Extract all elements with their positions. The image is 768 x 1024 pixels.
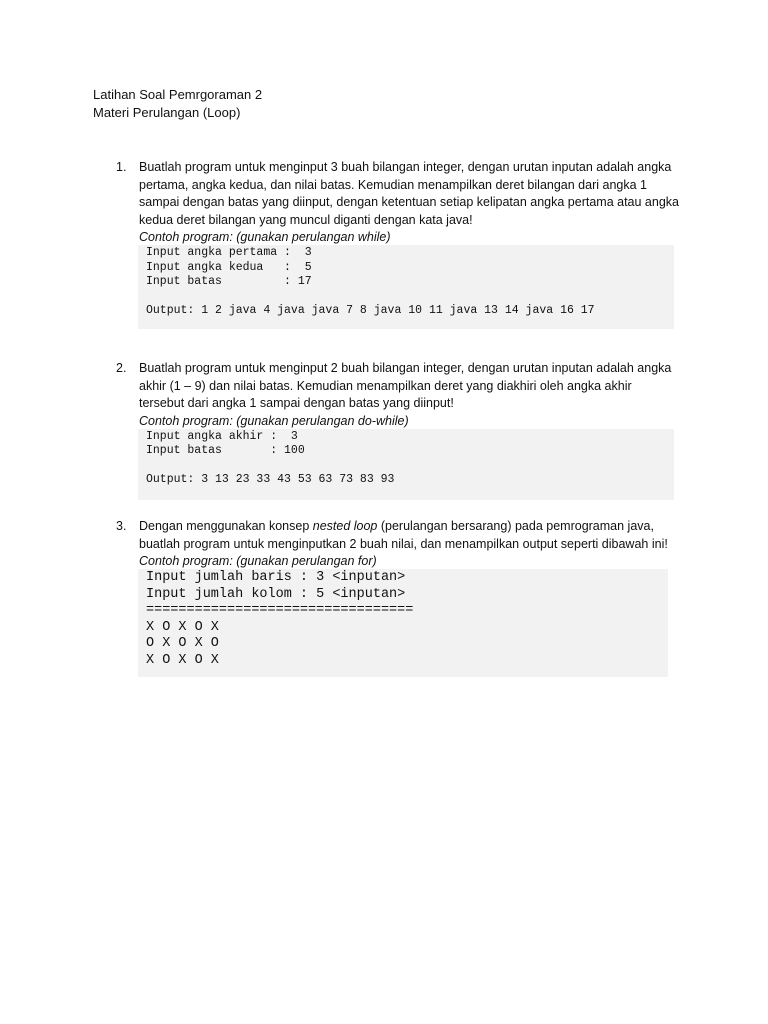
example-label: Contoh program: (gunakan perulangan for) xyxy=(139,554,377,568)
question-text-emphasis: nested loop xyxy=(312,519,378,533)
question-body xyxy=(139,518,679,677)
code-line: Input batas : 100 xyxy=(146,444,305,457)
code-separator: ================================= xyxy=(146,603,414,618)
question-number: 3. xyxy=(116,519,127,533)
document-title: Latihan Soal Pemrgoraman 2 xyxy=(93,87,263,102)
code-line: Input angka akhir : 3 xyxy=(146,429,298,443)
question-text: Buatlah program untuk menginput 3 buah bilangan integer, dengan urutan inputan adalah angka pertama, angka kedua, dan nilai batas. Kemudian menampilkan deret bilangan dari angka 1 sampai dengan batas yang diinput, dengan ketentuan setiap kelipatan angka pertama atau angka kedua deret bilangan yang muncul diganti dengan kata java! xyxy=(139,160,679,227)
question-number: 1. xyxy=(116,160,127,174)
code-example-box xyxy=(138,569,668,677)
code-line: Input angka kedua : 5 xyxy=(146,260,312,274)
question-text xyxy=(139,518,679,553)
question-number: 2. xyxy=(116,361,127,375)
code-example-box xyxy=(138,429,674,500)
code-line: Input batas : 17 xyxy=(146,275,312,288)
document-header xyxy=(93,86,262,122)
document-subtitle: Materi Perulangan (Loop) xyxy=(93,105,241,120)
question-text: Buatlah program untuk menginput 2 buah bilangan integer, dengan urutan inputan adalah angka akhir (1 – 9) dan nilai batas. Kemudian menampilkan deret yang diakhiri oleh angka akhir tersebut dari angka 1 sampai dengan batas yang diinput! xyxy=(139,361,672,410)
code-line: Input jumlah baris : 3 <inputan> xyxy=(146,570,406,585)
example-label: Contoh program: (gunakan perulangan do-while) xyxy=(139,413,409,428)
code-pattern-row: X O X O X xyxy=(146,652,219,668)
code-line: Input angka pertama : 3 xyxy=(146,246,312,259)
code-example-box xyxy=(138,245,674,329)
code-output-line: Output: 3 13 23 33 43 53 63 73 83 93 xyxy=(146,473,395,486)
code-pattern-row: X O X O X xyxy=(146,619,219,635)
code-pattern-row: O X O X O xyxy=(146,636,219,651)
question-text-start: Dengan menggunakan konsep xyxy=(139,519,313,533)
question-text-end: (perulangan bersarang) pada pemrograman java, buatlah program untuk menginputkan 2 buah nilai, dan menampilkan output seperti dibawah ini! xyxy=(139,519,668,551)
example-label: Contoh program: (gunakan perulangan while) xyxy=(139,230,391,244)
code-blank-line xyxy=(146,290,674,305)
question-body xyxy=(139,159,679,329)
code-output-line: Output: 1 2 java 4 java java 7 8 java 10 11 java 13 14 java 16 17 xyxy=(146,304,595,317)
code-line: Input jumlah kolom : 5 <inputan> xyxy=(146,586,406,602)
question-body xyxy=(139,360,679,500)
code-blank-line xyxy=(146,459,674,474)
